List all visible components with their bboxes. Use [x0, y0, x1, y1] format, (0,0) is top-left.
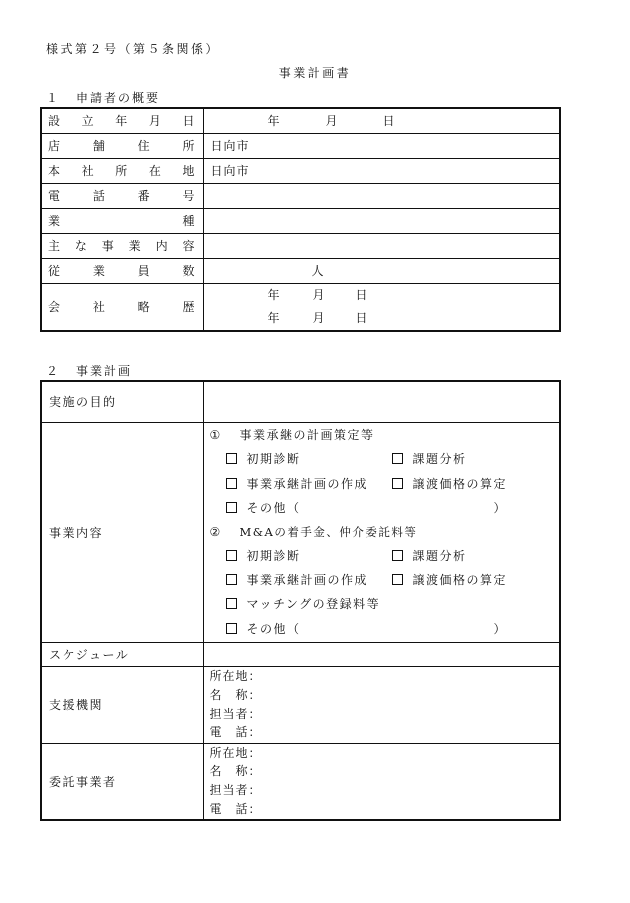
support-org-label: 支援機関 — [41, 666, 203, 743]
history-label: 会 社 略 歴 — [41, 283, 203, 331]
contractor-person: 担当者： — [209, 783, 262, 798]
main-business-value[interactable] — [203, 233, 560, 258]
table-row — [41, 158, 560, 183]
contractor-phone: 電 話： — [209, 801, 262, 816]
industry-value[interactable] — [203, 208, 560, 233]
applicant-overview-table — [40, 107, 561, 332]
established-value[interactable]: 年 月 日 — [203, 108, 560, 133]
page-title: 事業計画書 — [278, 66, 352, 80]
table-row — [41, 183, 560, 208]
support-org-value[interactable] — [203, 666, 560, 743]
content-label: 事業内容 — [41, 422, 203, 642]
list-item: その他（ ） — [204, 496, 560, 520]
checkbox-issue-analysis-2[interactable]: 課題分析 — [392, 544, 467, 568]
list-item — [204, 447, 560, 471]
table-row — [41, 743, 560, 820]
list-item — [204, 568, 560, 592]
industry-label: 業 種 — [41, 208, 203, 233]
checkbox-matching-fee[interactable]: マッチングの登録料等 — [226, 592, 381, 616]
content-value — [203, 422, 560, 642]
table-row — [41, 208, 560, 233]
form-number: 様式第２号（第５条関係） — [46, 42, 221, 56]
table-row — [41, 258, 560, 283]
group1-heading: ① 事業承継の計画策定等 — [209, 428, 375, 443]
support-name: 名 称： — [209, 687, 262, 702]
phone-label: 電 話 番 号 — [41, 183, 203, 208]
checkbox-transfer-price-2[interactable]: 譲渡価格の算定 — [392, 568, 508, 592]
schedule-value[interactable] — [203, 642, 560, 666]
purpose-label: 実施の目的 — [41, 381, 203, 422]
support-phone: 電 話： — [209, 725, 262, 740]
business-plan-table — [40, 380, 561, 821]
schedule-label: スケジュール — [41, 642, 203, 666]
checkbox-other-2[interactable]: その他（ — [226, 617, 301, 641]
employees-label: 従 業 員 数 — [41, 258, 203, 283]
checkbox-succession-plan[interactable]: 事業承継計画の作成 — [226, 472, 369, 496]
support-location: 所在地： — [209, 668, 262, 683]
checkbox-other[interactable]: その他（ — [226, 496, 301, 520]
hq-address-value[interactable]: 日向市 — [203, 158, 560, 183]
contractor-label: 委託事業者 — [41, 743, 203, 820]
section1-heading — [46, 89, 160, 106]
list-item — [204, 472, 560, 496]
phone-value[interactable] — [203, 183, 560, 208]
history-value[interactable]: 年 月 日 年 月 日 — [203, 283, 560, 331]
table-row — [41, 422, 560, 642]
support-person: 担当者： — [209, 706, 262, 721]
table-row — [41, 233, 560, 258]
contractor-location: 所在地： — [209, 745, 262, 760]
table-row — [41, 108, 560, 133]
checkbox-transfer-price[interactable]: 譲渡価格の算定 — [392, 472, 508, 496]
contractor-name: 名 称： — [209, 764, 262, 779]
checkbox-initial-diagnosis-2[interactable]: 初期診断 — [226, 544, 301, 568]
table-row — [41, 381, 560, 422]
group2-heading: ② M&Aの着手金、仲介委託料等 — [209, 524, 418, 539]
contractor-value[interactable] — [203, 743, 560, 820]
employees-value[interactable]: 人 — [203, 258, 560, 283]
section1-number: １ — [46, 91, 61, 105]
section2-heading — [46, 362, 132, 379]
list-item — [204, 592, 560, 616]
hq-address-label: 本 社 所 在 地 — [41, 158, 203, 183]
table-row — [41, 666, 560, 743]
checkbox-succession-plan-2[interactable]: 事業承継計画の作成 — [226, 568, 369, 592]
section1-title: 申請者の概要 — [76, 91, 161, 105]
table-row — [41, 283, 560, 331]
section2-number: ２ — [46, 364, 61, 378]
table-row — [41, 133, 560, 158]
list-item: その他（ ） — [204, 617, 560, 641]
store-address-label: 店 舗 住 所 — [41, 133, 203, 158]
list-item — [204, 544, 560, 568]
checkbox-initial-diagnosis[interactable]: 初期診断 — [226, 447, 301, 471]
store-address-value[interactable]: 日向市 — [203, 133, 560, 158]
section2-title: 事業計画 — [76, 364, 133, 378]
main-business-label: 主 な 事 業 内 容 — [41, 233, 203, 258]
checkbox-issue-analysis[interactable]: 課題分析 — [392, 447, 467, 471]
established-label: 設 立 年 月 日 — [41, 108, 203, 133]
table-row — [41, 642, 560, 666]
purpose-value[interactable] — [203, 381, 560, 422]
